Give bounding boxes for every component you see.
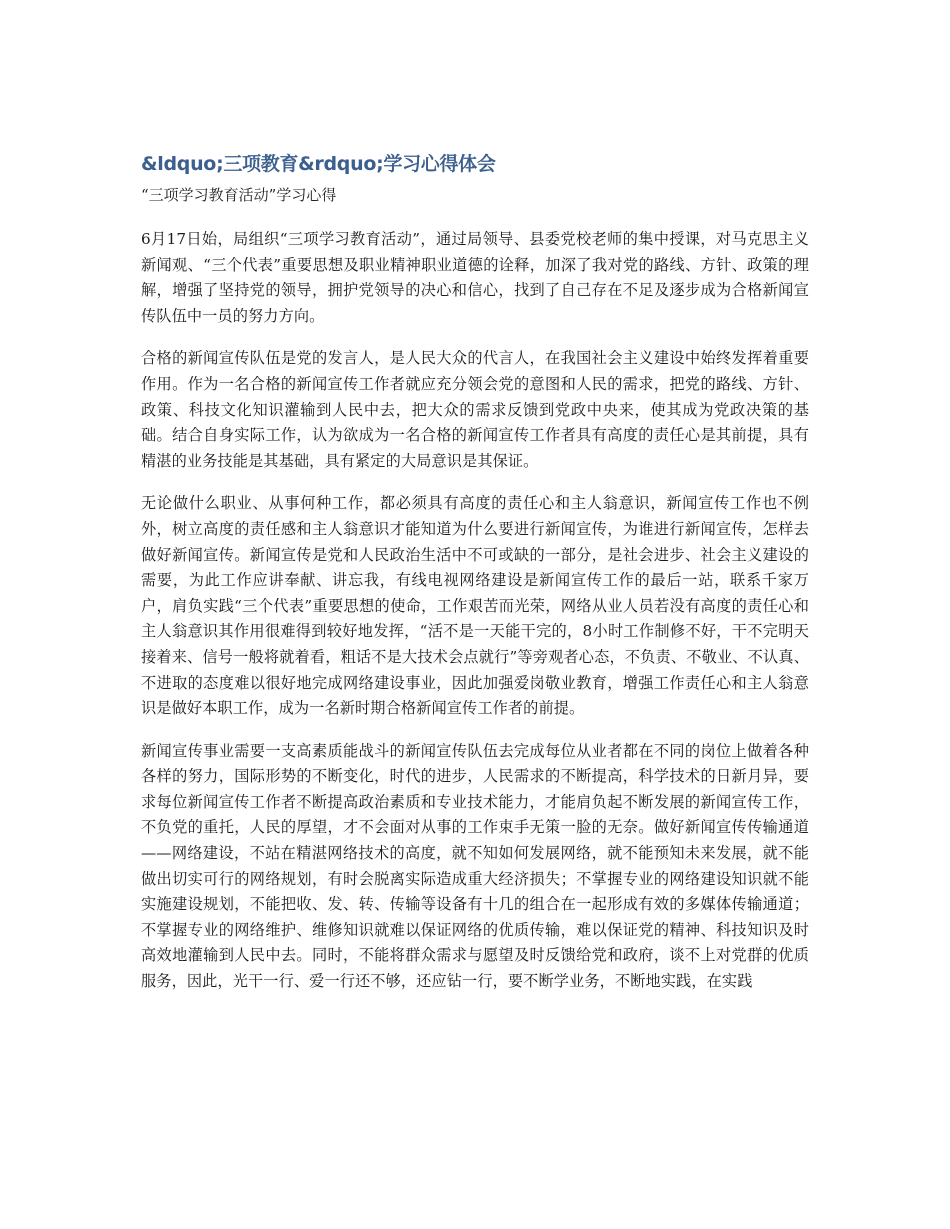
- paragraph-4: 新闻宣传事业需要一支高素质能战斗的新闻宣传队伍去完成每位从业者都在不同的岗位上做着各种各样的努力，国际形势的不断变化，时代的进步，人民需求的不断提高，科学技术的日新月异，要求每位新闻宣传工作者不断提高政治素质和专业技术能力，才能肩负起不断发展的新闻宣传工作，不负党的重托，人民的厚望，才不会面对从事的工作束手无策一脸的无奈。做好新闻宣传传输通道——网络建设，不站在精湛网络技术的高度，就不知如何发展网络，就不能预知未来发展，就不能做出切实可行的网络规划，有时会脱离实际造成重大经济损失；不掌握专业的网络建设知识就不能实施建设规划，不能把收、发、转、传输等设备有十几的组合在一起形成有效的多媒体传输通道；不掌握专业的网络维护、维修知识就难以保证网络的优质传输，难以保证党的精神、科技知识及时高效地灌输到人民中去。同时，不能将群众需求与愿望及时反馈给党和政府，谈不上对党群的优质服务，因此，光干一行、爱一行还不够，还应钻一行，要不断学业务，不断地实践，在实践: [141, 741, 809, 991]
- paragraph-3: 无论做什么职业、从事何种工作，都必须具有高度的责任心和主人翁意识，新闻宣传工作也不例外，树立高度的责任感和主人翁意识才能知道为什么要进行新闻宣传，为谁进行新闻宣传，怎样去做好新闻宣传。新闻宣传是党和人民政治生活中不可或缺的一部分，是社会进步、社会主义建设的需要，为此工作应讲奉献、讲忘我，有线电视网络建设是新闻宣传工作的最后一站，联系千家万户，肩负实践“三个代表”重要思想的使命，工作艰苦而光荣，网络从业人员若没有高度的责任心和主人翁意识其作用很难得到较好地发挥，“活不是一天能干完的，8小时工作制修不好，干不完明天接着来、信号一般将就着看，粗话不是大技术会点就行”等旁观者心态，不负责、不敬业、不认真、不进取的态度难以很好地完成网络建设事业，因此加强爱岗敬业教育，增强工作责任心和主人翁意识是做好本职工作，成为一名新时期合格新闻宣传工作者的前提。: [141, 494, 809, 718]
- document-title: &ldquo;三项教育&rdquo;学习心得体会: [141, 153, 496, 175]
- document-subtitle: “三项学习教育活动”学习心得: [141, 186, 337, 204]
- paragraph-1: 6月17日始，局组织“三项学习教育活动”，通过局领导、县委党校老师的集中授课，对马克思主义新闻观、“三个代表”重要思想及职业精神职业道德的诠释，加深了我对党的路线、方针、政策的理解，增强了坚持党的领导，拥护党领导的决心和信心，找到了自己存在不足及逐步成为合格新闻宣传队伍中一员的努力方向。: [141, 230, 809, 325]
- paragraph-2: 合格的新闻宣传队伍是党的发言人，是人民大众的代言人，在我国社会主义建设中始终发挥着重要作用。作为一名合格的新闻宣传工作者就应充分领会党的意图和人民的需求，把党的路线、方针、政策、科技文化知识灌输到人民中去，把大众的需求反馈到党政中央来，使其成为党政决策的基础。结合自身实际工作，认为欲成为一名合格的新闻宣传工作者具有高度的责任心是其前提，具有精湛的业务技能是其基础，具有紧定的大局意识是其保证。: [141, 349, 809, 470]
- document-page: [141, 150, 809, 1012]
